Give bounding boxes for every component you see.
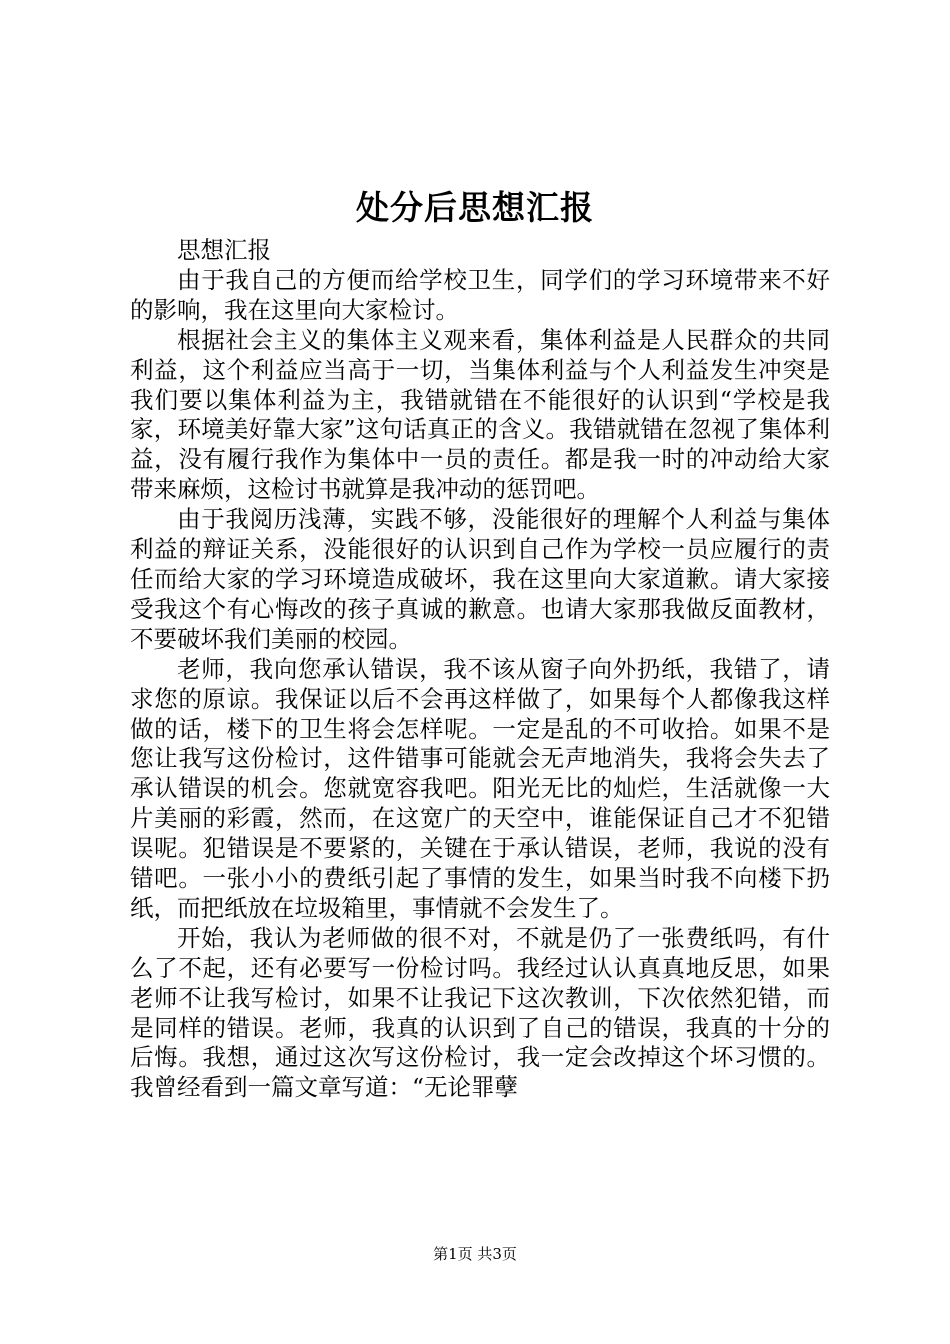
document-title: 处分后思想汇报 [356,188,594,227]
document-body [130,236,830,1103]
paragraph: 开始，我认为老师做的很不对，不就是仍了一张费纸吗，有什么了不起，还有必要写一份检讨吗。我经过认认真真地反思，如果老师不让我写检讨，如果不让我记下这次教训，下次依然犯错，而是同样的错误。老师，我真的认识到了自己的错误，我真的十分的后悔。我想，通过这次写这份检讨，我一定会改掉这个坏习惯的。我曾经看到一篇文章写道：“无论罪孽 [130,923,830,1102]
page-number-footer: 第1页 共3页 [433,1245,517,1263]
paragraph: 由于我阅历浅薄，实践不够，没能很好的理解个人利益与集体利益的辩证关系，没能很好的认识到自己作为学校一员应履行的责任而给大家的学习环境造成破坏，我在这里向大家道歉。请大家接受我这个有心悔改的孩子真诚的歉意。也请大家那我做反面教材，不要破坏我们美丽的校园。 [130,505,830,653]
paragraph: 根据社会主义的集体主义观来看，集体利益是人民群众的共同利益，这个利益应当高于一切，当集体利益与个人利益发生冲突是我们要以集体利益为主，我错就错在不能很好的认识到“学校是我家，环境美好靠大家”这句话真正的含义。我错就错在忽视了集体利益，没有履行我作为集体中一员的责任。都是我一时的冲动给大家带来麻烦，这检讨书就算是我冲动的惩罚吧。 [130,325,830,504]
paragraph: 老师，我向您承认错误，我不该从窗子向外扔纸，我错了，请求您的原谅。我保证以后不会再这样做了，如果每个人都像我这样做的话，楼下的卫生将会怎样呢。一定是乱的不可收拾。如果不是您让我写这份检讨，这件错事可能就会无声地消失，我将会失去了承认错误的机会。您就宽容我吧。阳光无比的灿烂，生活就像一大片美丽的彩霞，然而，在这宽广的天空中，谁能保证自己才不犯错误呢。犯错误是不要紧的，关键在于承认错误，老师，我说的没有错吧。一张小小的费纸引起了事情的发生，如果当时我不向楼下扔纸，而把纸放在垃圾箱里，事情就不会发生了。 [130,654,830,922]
paragraph: 由于我自己的方便而给学校卫生，同学们的学习环境带来不好的影响，我在这里向大家检讨。 [130,265,830,324]
document-subtitle: 思想汇报 [177,236,271,264]
